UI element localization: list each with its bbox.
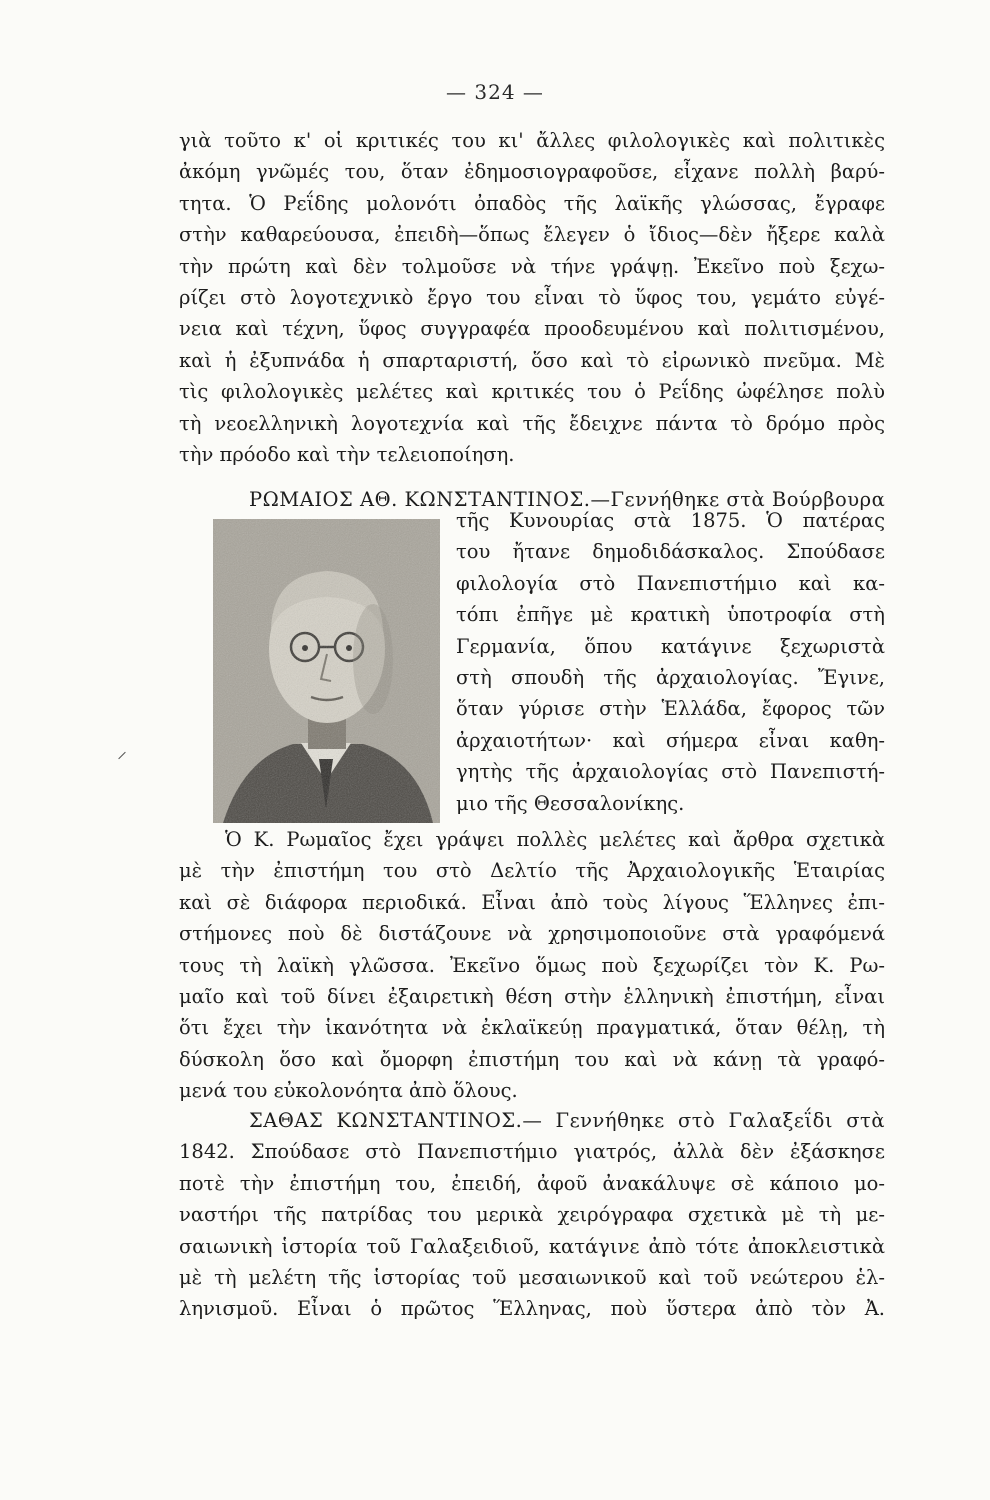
text-line: φιλολογία στὸ Πανεπιστήμιο καὶ κα-	[456, 571, 885, 595]
text-line: στήμονες ποὺ δὲ διστάζουνε νὰ χρησιμοποιοῦνε στὰ γραφόμενά	[179, 922, 885, 946]
text-line: του ἤτανε δημοδιδάσκαλος. Σπούδασε	[456, 540, 885, 564]
text-line: στὴ σπουδὴ τῆς ἀρχαιολογίας. Ἔγινε,	[456, 665, 885, 689]
text-line: τὴν πρώτη καὶ δὲν τολμοῦσε νὰ τήνε γράψῃ. Ἐκεῖνο ποὺ ξεχω-	[179, 254, 885, 278]
text-line: ποτὲ τὴν ἐπιστήμη του, ἐπειδή, ἀφοῦ ἀνακάλυψε σὲ κάποιο μο-	[179, 1171, 885, 1195]
text-line: δύσκολη ὅσο καὶ ὄμορφη ἐπιστήμη του καὶ νὰ κάνῃ τὰ γραφό-	[179, 1047, 885, 1071]
text-line: τητα. Ὁ Ρεΐδης μολονότι ὀπαδὸς τῆς λαϊκῆς γλώσσας, ἔγραφε	[179, 191, 885, 215]
text-line: τὴ νεοελληνικὴ λογοτεχνία καὶ τῆς ἔδειχνε πάντα τὸ δρόμο πρὸς	[179, 411, 885, 435]
entry-heading-line: ΡΩΜΑΙΟΣ ΑΘ. ΚΩΝΣΤΑΝΤΙΝΟΣ.—Γεννήθηκε στὰ Βούρβουρα	[249, 488, 885, 511]
text-line: τόπι ἐπῆγε μὲ κρατικὴ ὑποτροφία στὴ	[456, 603, 885, 627]
portrait-image	[213, 519, 440, 823]
text-line: ὅταν γύρισε στὴν Ἑλλάδα, ἔφορος τῶν	[456, 697, 885, 721]
text-line: τῆς Κυνουρίας στὰ 1875. Ὁ πατέρας	[456, 509, 885, 532]
text-line: τὴν πρόοδο καὶ τὴν τελειοποίηση.	[179, 442, 515, 466]
text-line: μὲ τὴν ἐπιστήμη του στὸ Δελτίο τῆς Ἀρχαιολογικῆς Ἑταιρίας	[179, 859, 885, 883]
text-line: καὶ ἡ ἐξυπνάδα ἡ σπαρταριστή, ὅσο καὶ τὸ εἰρωνικὸ πνεῦμα. Μὲ	[179, 348, 885, 372]
text-line: σαιωνικὴ ἱστορία τοῦ Γαλαξειδιοῦ, κατάγινε ἀπὸ τότε ἀποκλειστικὰ	[179, 1234, 885, 1258]
text-line: γητὴς τῆς ἀρχαιολογίας στὸ Πανεπιστή-	[456, 760, 885, 784]
text-line: μιο τῆς Θεσσαλονίκης.	[456, 791, 685, 815]
page-number: — 324 —	[446, 80, 544, 104]
text-line: ναστήρι τῆς πατρίδας του μερικὰ χειρόγραφα σχετικὰ μὲ τὴ με-	[179, 1203, 885, 1227]
text-line: μαῖο καὶ τοῦ δίνει ἐξαιρετικὴ θέση στὴν ἑλληνικὴ ἐπιστήμη, εἶναι	[179, 984, 885, 1008]
text-line: καὶ σὲ διάφορα περιοδικά. Εἶναι ἀπὸ τοὺς λίγους Ἕλληνες ἐπι-	[179, 890, 885, 914]
text-line: τὶς φιλολογικὲς μελέτες καὶ κριτικές του ὁ Ρεΐδης ὠφέλησε πολὺ	[179, 380, 885, 404]
margin-mark: ⸍	[117, 747, 127, 771]
text-line: τους τὴ λαϊκὴ γλῶσσα. Ἐκεῖνο ὅμως ποὺ ξεχωρίζει τὸν Κ. Ρω-	[179, 953, 885, 977]
entry-sathas	[179, 1105, 885, 1325]
text-line: ρίζει στὸ λογοτεχνικὸ ἔργο του εἶναι τὸ ὕφος του, γεμάτο εὐγέ-	[179, 285, 885, 309]
text-line: ἀρχαιοτήτων· καὶ σήμερα εἶναι καθη-	[456, 728, 885, 752]
paragraph-reidis-continuation	[179, 125, 885, 470]
entry-heading-line: ΣΑΘΑΣ ΚΩΝΣΤΑΝΤΙΝΟΣ.— Γεννήθηκε στὸ Γαλαξεΐδι στὰ	[249, 1109, 885, 1132]
entry-romaios-body	[179, 824, 885, 1107]
text-line: ὅτι ἔχει τὴν ἱκανότητα νὰ ἐκλαϊκεύῃ πραγματικά, ὅταν θέλῃ, τὴ	[179, 1016, 885, 1040]
text-line: νεια καὶ τέχνη, ὕφος συγγραφέα προοδευμένου καὶ πολιτισμένου,	[179, 317, 885, 341]
text-line: ἀκόμη γνῶμές του, ὅταν ἐδημοσιογραφοῦσε, εἶχανε πολλὴ βαρύ-	[179, 160, 885, 184]
text-line: Γερμανία, ὅπου κατάγινε ξεχωριστὰ	[456, 634, 885, 658]
text-line: στὴν καθαρεύουσα, ἐπειδὴ—ὅπως ἔλεγεν ὁ ἴδιος—δὲν ἤξερε καλὰ	[179, 223, 885, 247]
entry-romaios-side-column	[456, 505, 885, 819]
text-line: Ὁ Κ. Ρωμαῖος ἔχει γράψει πολλὲς μελέτες καὶ ἄρθρα σχετικὰ	[225, 828, 885, 851]
text-line: 1842. Σπούδασε στὸ Πανεπιστήμιο γιατρός, ἀλλὰ δὲν ἐξάσκησε	[179, 1140, 885, 1164]
portrait-photo	[213, 519, 440, 823]
text-line: γιὰ τοῦτο κ' οἱ κριτικές του κι' ἄλλες φιλολογικὲς καὶ πολιτικὲς	[179, 129, 885, 152]
text-line: μενά του εὐκολονόητα ἀπὸ ὅλους.	[179, 1079, 518, 1103]
text-line: μὲ τὴ μελέτη τῆς ἱστορίας τοῦ μεσαιωνικοῦ καὶ τοῦ νεώτερου ἑλ-	[179, 1265, 885, 1289]
text-line: ληνισμοῦ. Εἶναι ὁ πρῶτος Ἕλληνας, ποὺ ὕστερα ἀπὸ τὸν Ἀ.	[179, 1297, 885, 1321]
